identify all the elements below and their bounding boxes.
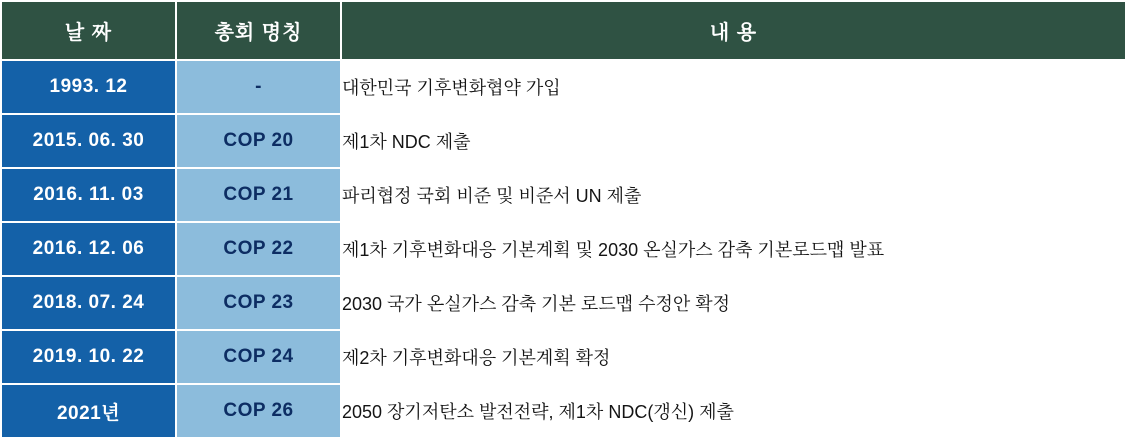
cell-date: 2018. 07. 24	[1, 276, 176, 330]
cell-date: 1993. 12	[1, 60, 176, 114]
table-row	[1, 384, 1125, 438]
cell-content: 제2차 기후변화대응 기본계획 확정	[341, 330, 1125, 384]
cell-content: 파리협정 국회 비준 및 비준서 UN 제출	[341, 168, 1125, 222]
cell-name: COP 26	[176, 384, 341, 438]
table-row	[1, 168, 1125, 222]
cell-name: COP 20	[176, 114, 341, 168]
cell-content: 2050 장기저탄소 발전전략, 제1차 NDC(갱신) 제출	[341, 384, 1125, 438]
cell-name: COP 23	[176, 276, 341, 330]
table-row	[1, 222, 1125, 276]
cell-content: 대한민국 기후변화협약 가입	[341, 60, 1125, 114]
cell-date: 2021년	[1, 384, 176, 438]
cell-name: COP 24	[176, 330, 341, 384]
cell-content: 제1차 기후변화대응 기본계획 및 2030 온실가스 감축 기본로드맵 발표	[341, 222, 1125, 276]
cell-date: 2019. 10. 22	[1, 330, 176, 384]
table-body	[1, 60, 1125, 438]
table-header	[1, 1, 1125, 60]
cell-name: -	[176, 60, 341, 114]
cell-date: 2016. 11. 03	[1, 168, 176, 222]
cell-content: 2030 국가 온실가스 감축 기본 로드맵 수정안 확정	[341, 276, 1125, 330]
table-row	[1, 330, 1125, 384]
column-header-date: 날 짜	[1, 1, 176, 60]
column-header-name: 총회 명칭	[176, 1, 341, 60]
cell-date: 2015. 06. 30	[1, 114, 176, 168]
table-row	[1, 276, 1125, 330]
cell-name: COP 22	[176, 222, 341, 276]
cell-content: 제1차 NDC 제출	[341, 114, 1125, 168]
cell-date: 2016. 12. 06	[1, 222, 176, 276]
cell-name: COP 21	[176, 168, 341, 222]
table-header-row	[1, 1, 1125, 60]
table-row	[1, 114, 1125, 168]
table-row	[1, 60, 1125, 114]
column-header-content: 내 용	[341, 1, 1125, 60]
